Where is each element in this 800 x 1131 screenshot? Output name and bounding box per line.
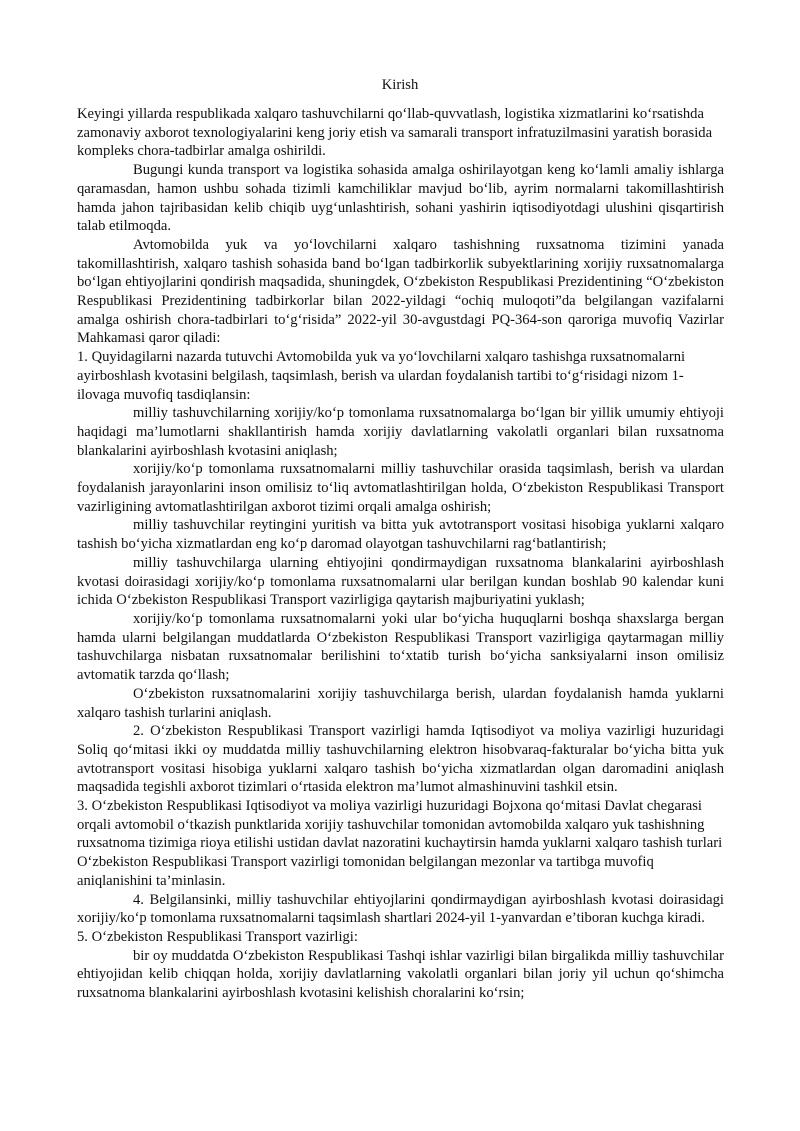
paragraph: 4. Belgilansinki, milliy tashuvchilar ehtiyojlarini qondirmaydigan ayirboshlash kvotasi doirasidagi xorijiy/ko‘p tomonlama ruxsatnomalarni taqsimlash shartlari 2024-yil 1-yanvardan e’tiboran kuchga kiradi. [77, 891, 724, 927]
paragraph: 1. Quyidagilarni nazarda tutuvchi Avtomobilda yuk va yo‘lovchilarni xalqaro tashishga ruxsatnomalarni ayirboshlash kvotasini belgilash, taqsimlash, berish va ulardan foydalanish tartibi to‘g‘risidagi nizom 1-ilovaga muvofiq tasdiqlansin: [77, 349, 686, 403]
paragraph: milliy tashuvchilar reytingini yuritish va bitta yuk avtotransport vositasi hisobiga yuklarni xalqaro tashish bo‘yicha xizmatlardan eng ko‘p daromad olayotgan tashuvchilarni rag‘batlantirish; [77, 517, 724, 553]
paragraph: Bugungi kunda transport va logistika sohasida amalga oshirilayotgan keng ko‘lamli amaliy ishlarga qaramasdan, hamon ushbu sohada tizimli kamchiliklar mavjud bo‘lib, ayrim normalarni takomillashtirish hamda jahon tajribasidan kelib chiqib uyg‘unlashtirish, sohani yashirin iqtisodiyotdagi ulushini qisqartirish talab etilmoqda. [77, 162, 724, 235]
document-body [77, 105, 724, 1003]
paragraph: 3. O‘zbekiston Respublikasi Iqtisodiyot va moliya vazirligi huzuridagi Bojxona qo‘mitasi Davlat chegarasi orqali avtomobil o‘tkazish punktlarida xorijiy tashuvchilar tomonidan avtomobilda xalqaro yuk tashishning ruxsatnoma tizimiga rioya etilishi ustidan davlat nazoratini kuchaytirsin hamda yuklarni xalqaro tashish turlari O‘zbekiston Respublikasi Transport vazirligi tomonidan belgilangan mezonlar va tartibga muvofiq aniqlanishini ta’minlasin. [77, 798, 723, 889]
paragraph: xorijiy/ko‘p tomonlama ruxsatnomalarni yoki ular bo‘yicha huquqlarni boshqa shaxslarga bergan hamda ularni belgilangan muddatlarda O‘zbekiston Respublikasi Transport vazirligiga qaytarmagan milliy tashuvchilarga nisbatan ruxsatnomalar berilishini to‘xtatib turish bo‘yicha sanksiyalarni inson omilisiz avtomatik tarzda qo‘llash; [77, 610, 724, 684]
paragraph: 2. O‘zbekiston Respublikasi Transport vazirligi hamda Iqtisodiyot va moliya vazirligi huzuridagi Soliq qo‘mitasi ikki oy muddatda milliy tashuvchilarning elektron hisobvaraq-fakturalar bo‘yicha bitta yuk avtotransport vositasi hisobiga yuklarni xalqaro tashish bo‘yicha xizmatlardan olgan daromadini aniqlash maqsadida tegishli axborot tizimlari o‘rtasida elektron ma’lumot almashinuvini tashkil etsin. [77, 723, 724, 796]
paragraph: milliy tashuvchilarning xorijiy/ko‘p tomonlama ruxsatnomalarga bo‘lgan bir yillik umumiy ehtiyoji haqidagi ma’lumotlarni shakllantirish hamda xorijiy davlatlarning vakolatli organlari bilan ruxsatnoma blankalarini ayirboshlash kvotasini aniqlash; [77, 405, 724, 459]
paragraph: Keyingi yillarda respublikada xalqaro tashuvchilarni qo‘llab-quvvatlash, logistika xizmatlarini ko‘rsatishda zamonaviy axborot texnologiyalarini keng joriy etish va samarali transport infratuzilmasini yaratish borasida kompleks chora-tadbirlar amalga oshirildi. [77, 106, 713, 160]
paragraph: O‘zbekiston ruxsatnomalarini xorijiy tashuvchilarga berish, ulardan foydalanish hamda yuklarni xalqaro tashish turlarini aniqlash. [77, 685, 724, 721]
page-title: Kirish [381, 77, 419, 93]
paragraph: Avtomobilda yuk va yo‘lovchilarni xalqaro tashishning ruxsatnoma tizimini yanada takomillashtirish, xalqaro tashish sohasida band bo‘lgan tadbirkorlik subyektlarining xorijiy ruxsatnomalarga bo‘lgan ehtiyojlarini qondirish maqsadida, shuningdek, O‘zbekiston Respublikasi Prezidentining “O‘zbekiston Respublikasi Prezidentining tadbirkorlar bilan 2022-yildagi “ochiq muloqoti”da belgilangan vazifalarni amalga oshirish chora-tadbirlari to‘g‘risida” 2022-yil 30-avgustdagi PQ-364-son qaroriga muvofiq Vazirlar Mahkamasi qaror qiladi: [77, 236, 724, 347]
paragraph: bir oy muddatda O‘zbekiston Respublikasi Tashqi ishlar vazirligi bilan birgalikda milliy tashuvchilar ehtiyojidan kelib chiqqan holda, xorijiy davlatlarning vakolatli organlari bilan joriy yil uchun qo‘shimcha ruxsatnoma blankalarini ayirboshlash kvotasini kelishish choralarini ko‘rsin; [77, 947, 724, 1002]
paragraph: milliy tashuvchilarga ularning ehtiyojini qondirmaydigan ruxsatnoma blankalarini ayirboshlash kvotasi doirasidagi xorijiy/ko‘p tomonlama ruxsatnomalarni ular berilgan kundan boshlab 90 kalendar kuni ichida O‘zbekiston Respublikasi Transport vazirligiga qaytarish majburiyatini yuklash; [77, 554, 724, 609]
paragraph: 5. O‘zbekiston Respublikasi Transport vazirligi: [77, 928, 358, 945]
paragraph: xorijiy/ko‘p tomonlama ruxsatnomalarni milliy tashuvchilar orasida taqsimlash, berish va ulardan foydalanish jarayonlarini inson omilisiz to‘liq avtomatlashtirilgan holda, O‘zbekiston Respublikasi Transport vazirligining avtomatlashtirilgan axborot tizimi orqali amalga oshirish; [77, 461, 724, 515]
